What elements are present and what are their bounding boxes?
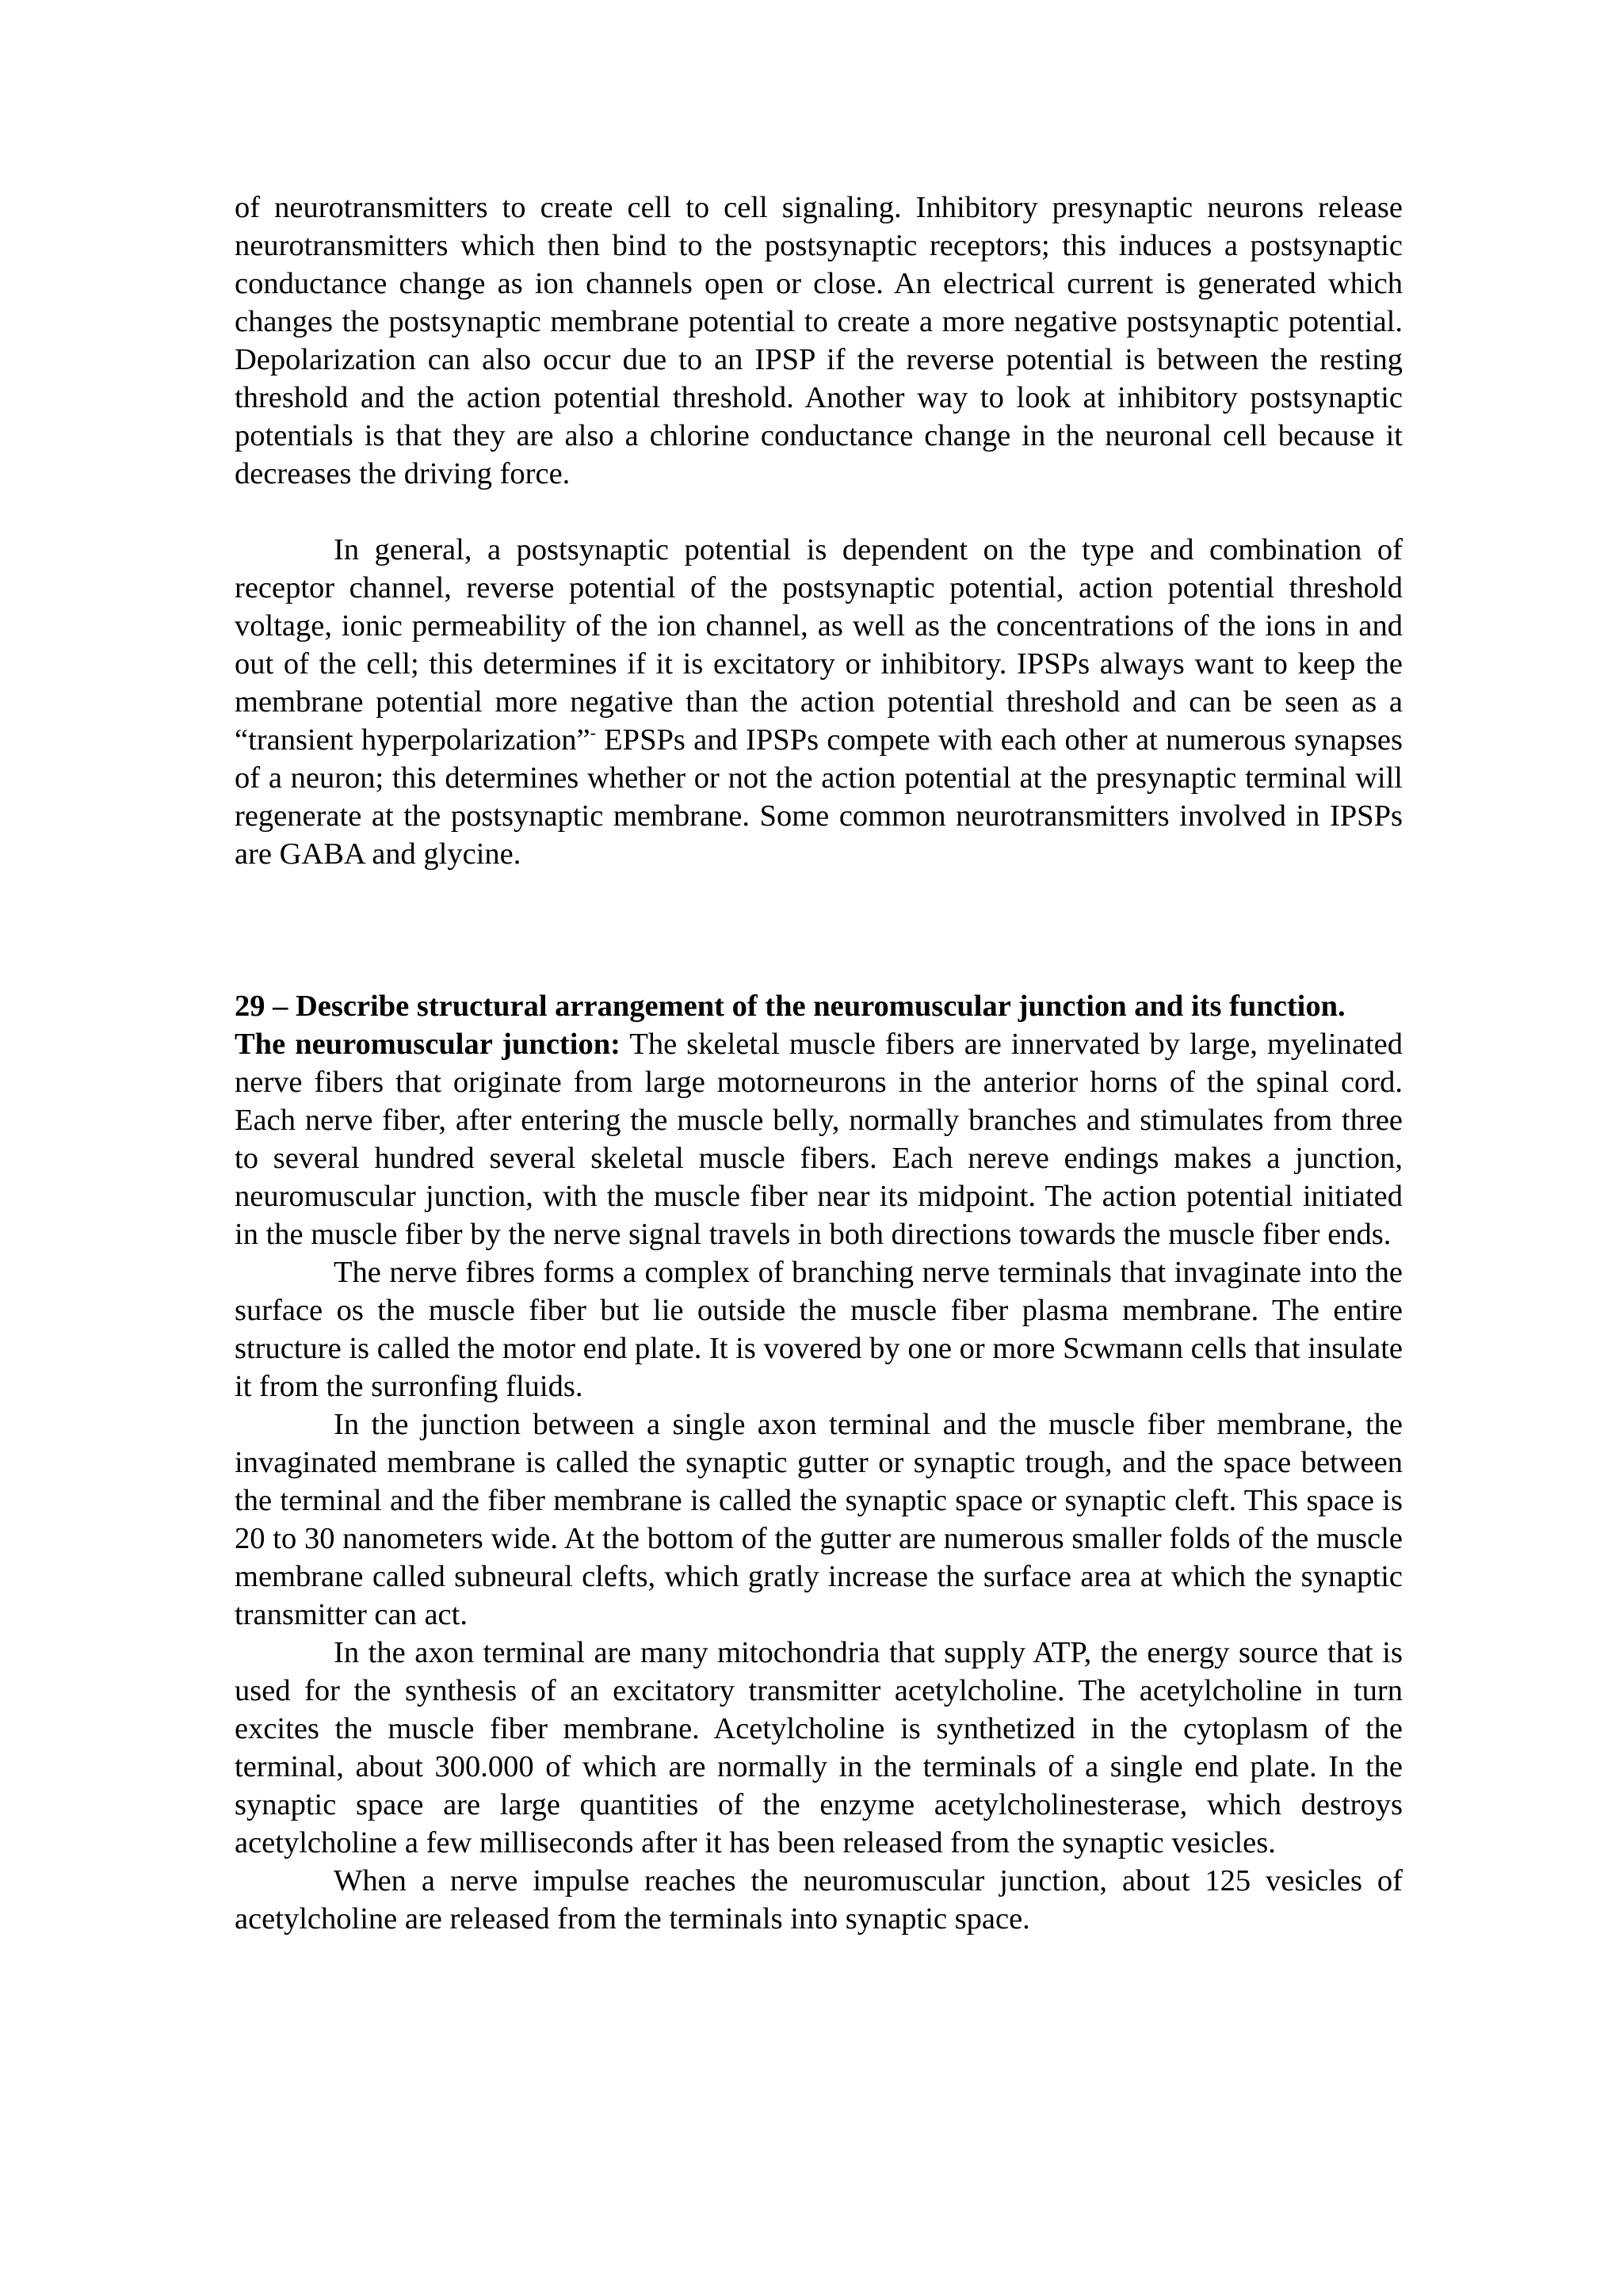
paragraph-mitochondria-acetylcholine: In the axon terminal are many mitochondria that supply ATP, the energy source that is used for the synthesis of an excitatory transmitter acetylcholine. The acetylcholine in turn excites the muscle fiber membrane. Acetylcholine is synthetized in the cytoplasm of the terminal, about 300.000 of which are normally in the terminals of a single end plate. In the synaptic space are large quantities of the enzyme acetylcholinesterase, which destroys acetylcholine a few milliseconds after it has been released from the synaptic vesicles.: [235, 1636, 1403, 1859]
paragraph-nerve-terminals: The nerve fibres forms a complex of branching nerve terminals that invaginate into the surface os the muscle fiber but lie outside the muscle fiber plasma membrane. The entire structure is called the motor end plate. It is vovered by one or more Scwmann cells that insulate it from the surronfing fluids.: [235, 1256, 1403, 1403]
paragraph-postsynaptic-text-b: EPSPs and IPSPs compete with each other at numerous synapses of a neuron; this determines whether or not the action potential at the presynaptic terminal will regenerate at the postsynaptic membrane. Some common neurotransmitters involved in IPSPs are GABA and glycine.: [235, 723, 1403, 871]
paragraph-nerve-impulse: When a nerve impulse reaches the neuromuscular junction, about 125 vesicles of acetylcholine are released from the terminals into synaptic space.: [235, 1864, 1403, 1936]
paragraph-postsynaptic-text-a: In general, a postsynaptic potential is dependent on the type and combination of receptor channel, reverse potential of the postsynaptic potential, action potential threshold voltage, ionic permeability of the ion channel, as well as the concentrations of the ions in and out of the cell; this determines if it is excitatory or inhibitory. IPSPs always want to keep the membrane potential more negative than the action potential threshold and can be seen as a “transient hyperpolarization”: [235, 533, 1403, 757]
paragraph-nmj-definition: [235, 1025, 1403, 1253]
nmj-lead-term: The neuromuscular junction:: [235, 1028, 621, 1061]
question-heading: 29 – Describe structural arrangement of the neuromuscular junction and its function.: [235, 990, 1346, 1023]
paragraph-ipsp-intro: of neurotransmitters to create cell to cell signaling. Inhibitory presynaptic neurons release neurotransmitters which then bind to the postsynaptic receptors; this induces a postsynaptic conductance change as ion channels open or close. An electrical current is generated which changes the postsynaptic membrane potential to create a more negative postsynaptic potential. Depolarization can also occur due to an IPSP if the reverse potential is between the resting threshold and the action potential threshold. Another way to look at inhibitory postsynaptic potentials is that they are also a chlorine conductance change in the neuronal cell because it decreases the driving force.: [235, 191, 1403, 490]
nmj-lead-text: The skeletal muscle fibers are innervated by large, myelinated nerve fibers that originate from large motorneurons in the anterior horns of the spinal cord. Each nerve fiber, after entering the muscle belly, normally branches and stimulates from three to several hundred several skeletal muscle fibers. Each nereve endings makes a junction, neuromuscular junction, with the muscle fiber near its midpoint. The action potential initiated in the muscle fiber by the nerve signal travels in both directions towards the muscle fiber ends.: [235, 1028, 1403, 1251]
superscript-mark: -: [590, 723, 596, 743]
paragraph-synaptic-gutter: In the junction between a single axon terminal and the muscle fiber membrane, the invaginated membrane is called the synaptic gutter or synaptic trough, and the space between the terminal and the fiber membrane is called the synaptic space or synaptic cleft. This space is 20 to 30 nanometers wide. At the bottom of the gutter are numerous smaller folds of the muscle membrane called subneural clefts, which gratly increase the surface area at which the synaptic transmitter can act.: [235, 1408, 1403, 1631]
paragraph-postsynaptic-general: [235, 531, 1403, 873]
document-page: [235, 189, 1403, 1938]
